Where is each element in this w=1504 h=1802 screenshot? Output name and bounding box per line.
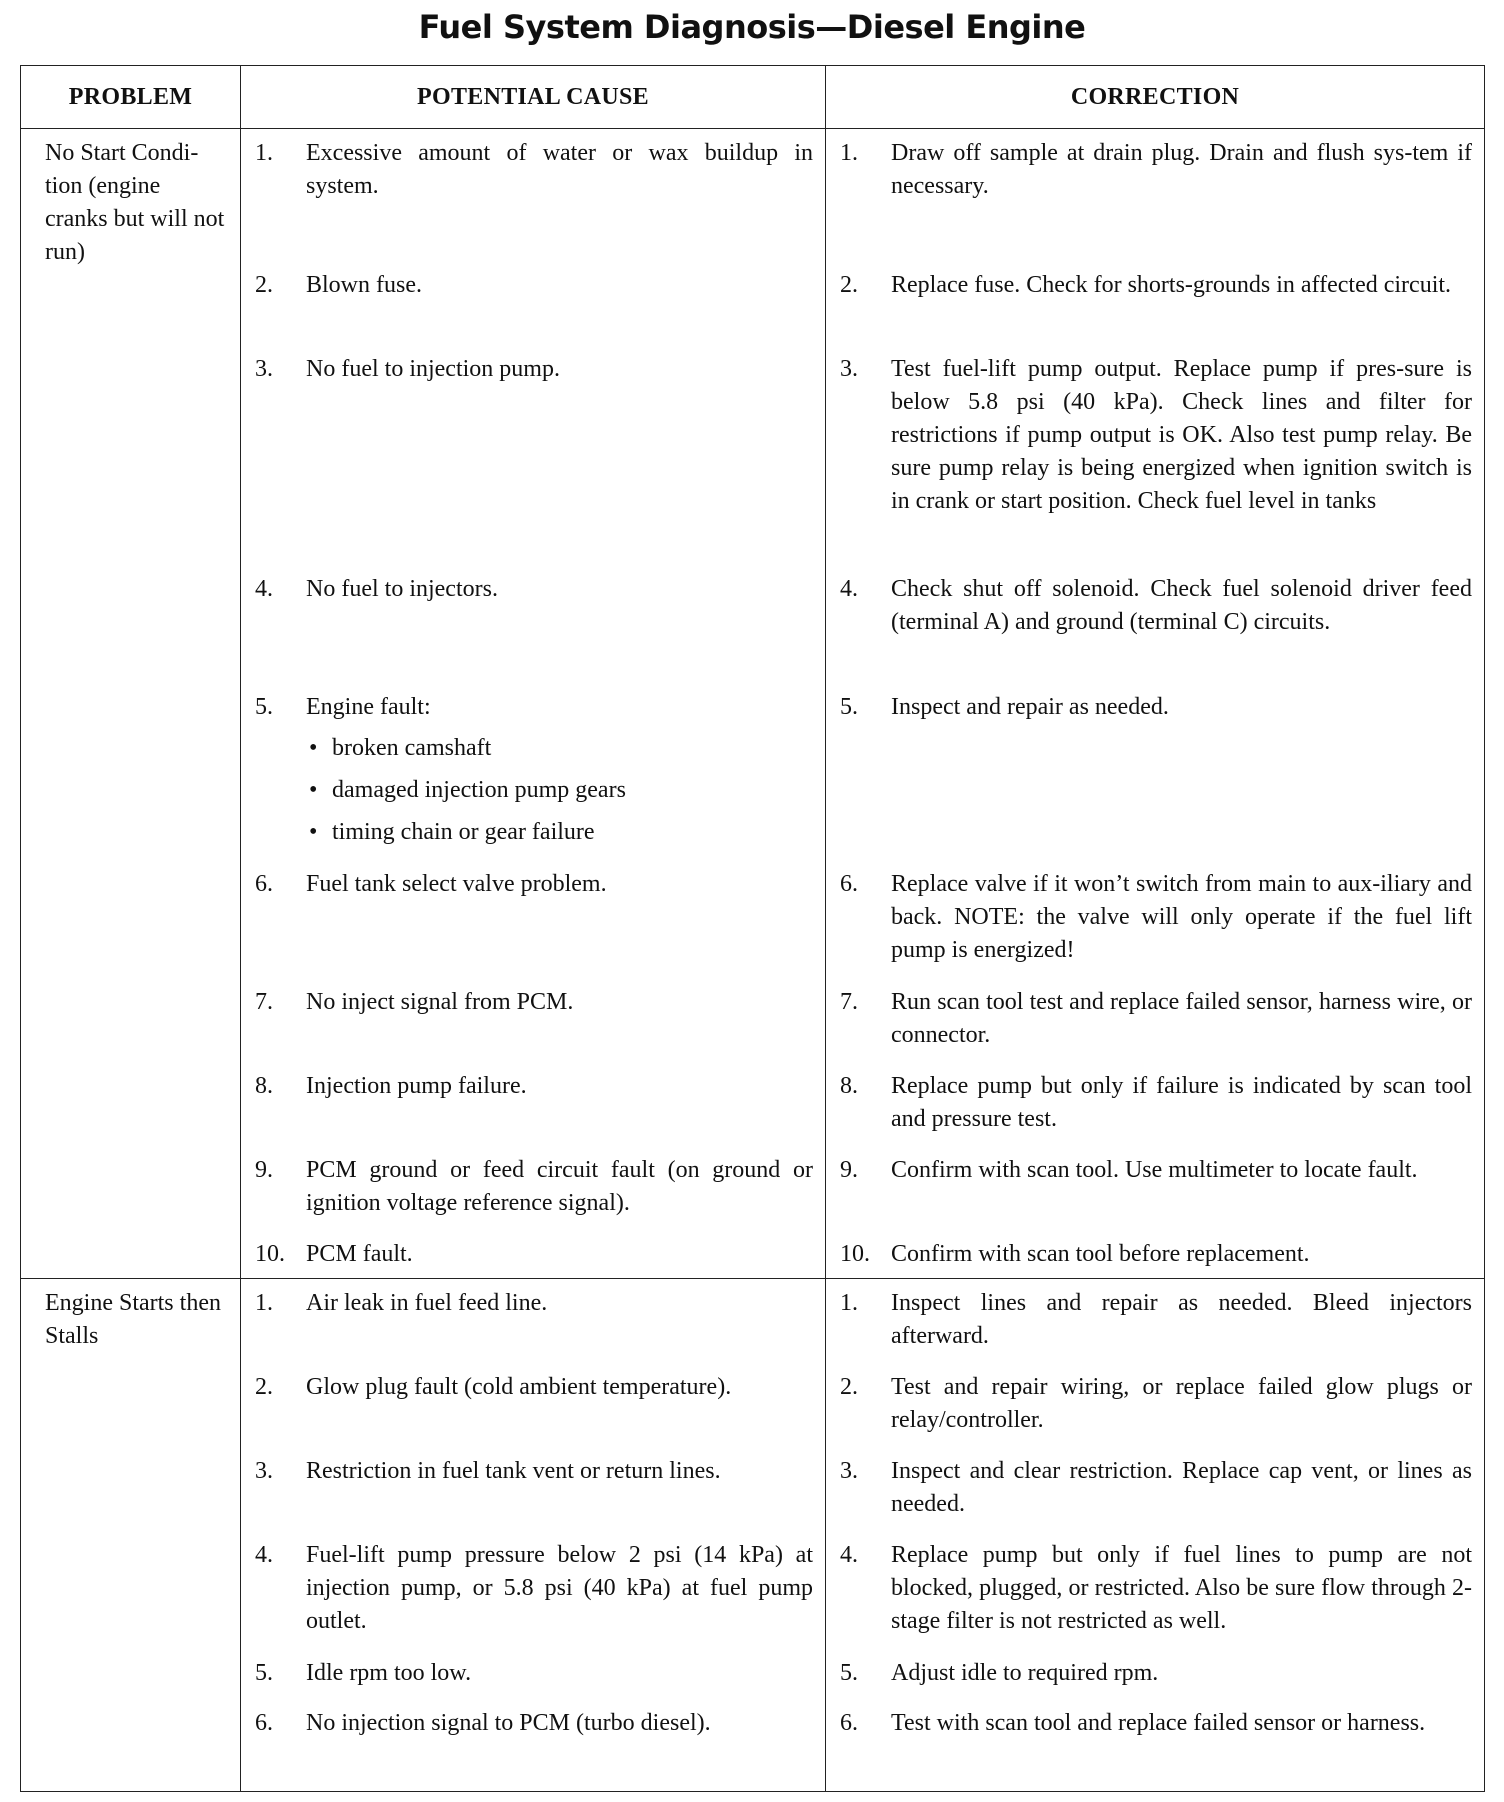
cause-item: 9. PCM ground or feed circuit fault (on ground or ignition voltage reference signal).: [255, 1157, 813, 1216]
cause-item: 1. Air leak in fuel feed line.: [255, 1290, 548, 1316]
correction-item: 2. Replace fuse. Check for shorts-grounds in affected circuit.: [840, 272, 1452, 298]
cause-item: 5. Idle rpm too low.: [255, 1660, 472, 1686]
cause-item: 3. Restriction in fuel tank vent or return lines.: [255, 1458, 721, 1484]
causes-cell: [241, 1279, 826, 1792]
cause-item: 5. Engine fault: • broken camshaft • damaged injection pump gears • timing chain or gear failure: [255, 691, 813, 868]
bullet-item: • damaged injection pump gears: [306, 774, 813, 807]
problem-text: Engine Starts then Stalls: [45, 1290, 221, 1349]
correction-item: 4. Replace pump but only if fuel lines to pump are not blocked, plugged, or restricted. Also be sure flow through 2-stage filter is not restricted as well.: [840, 1542, 1472, 1634]
cause-item: 1. Excessive amount of water or wax buildup in system.: [255, 140, 813, 199]
correction-item: 3. Test fuel-lift pump output. Replace pump if pres-sure is below 5.8 psi (40 kPa). Check lines and filter for restrictions if pump output is OK. Also test pump relay. Be sure pump relay is being energized when ignition switch is in crank or start position. Check fuel level in tanks: [840, 356, 1472, 514]
cause-item: 3. No fuel to injection pump.: [255, 356, 560, 382]
fault-bullet-list: [306, 732, 813, 849]
cause-item: 7. No inject signal from PCM.: [255, 989, 574, 1015]
corrections-cell: [826, 1279, 1485, 1792]
correction-header: CORRECTION: [826, 66, 1485, 129]
corrections-cell: [826, 129, 1485, 1279]
cause-item: 4. No fuel to injectors.: [255, 576, 498, 602]
correction-item: 6. Replace valve if it won’t switch from main to aux-iliary and back. NOTE: the valve will only operate if the fuel lift pump is energized!: [840, 871, 1472, 963]
cause-item: 6. Fuel tank select valve problem.: [255, 871, 607, 897]
cause-item: 8. Injection pump failure.: [255, 1073, 527, 1099]
causes-cell: [241, 129, 826, 1279]
correction-item: 4. Check shut off solenoid. Check fuel solenoid driver feed (terminal A) and ground (terminal C) circuits.: [840, 576, 1472, 635]
diagnosis-table: [20, 65, 1485, 1792]
correction-item: 5. Adjust idle to required rpm.: [840, 1660, 1159, 1686]
correction-item: 8. Replace pump but only if failure is indicated by scan tool and pressure test.: [840, 1073, 1472, 1132]
cause-item: 10. PCM fault.: [255, 1241, 413, 1267]
cause-item: 2. Blown fuse.: [255, 272, 422, 298]
correction-item: 3. Inspect and clear restriction. Replace cap vent, or lines as needed.: [840, 1458, 1472, 1517]
correction-item: 2. Test and repair wiring, or replace failed glow plugs or relay/controller.: [840, 1374, 1472, 1433]
problem-cell: [21, 129, 241, 1279]
problem-cell: [21, 1279, 241, 1792]
correction-item: 10. Confirm with scan tool before replacement.: [840, 1241, 1310, 1267]
correction-item: 7. Run scan tool test and replace failed sensor, harness wire, or connector.: [840, 989, 1472, 1048]
potential-cause-header: POTENTIAL CAUSE: [241, 66, 826, 129]
cause-item: 4. Fuel-lift pump pressure below 2 psi (14 kPa) at injection pump, or 5.8 psi (40 kPa) at fuel pump outlet.: [255, 1542, 813, 1634]
correction-item: 1. Draw off sample at drain plug. Drain and flush sys-tem if necessary.: [840, 140, 1472, 199]
correction-item: 9. Confirm with scan tool. Use multimeter to locate fault.: [840, 1157, 1418, 1183]
table-row-no-start: [21, 129, 1485, 1279]
cause-item: 6. No injection signal to PCM (turbo diesel).: [255, 1710, 711, 1736]
correction-item: 1. Inspect lines and repair as needed. Bleed injectors afterward.: [840, 1290, 1472, 1349]
page-title: Fuel System Diagnosis—Diesel Engine: [418, 8, 1086, 46]
correction-item: 5. Inspect and repair as needed.: [840, 694, 1169, 720]
table-header-row: [21, 66, 1485, 129]
table-row-starts-then-stalls: [21, 1279, 1485, 1792]
problem-header: PROBLEM: [21, 66, 241, 129]
problem-text: No Start Condi-tion (engine cranks but will not run): [45, 140, 225, 265]
bullet-item: • broken camshaft: [306, 732, 813, 765]
cause-item: 2. Glow plug fault (cold ambient temperature).: [255, 1374, 732, 1400]
bullet-item: • timing chain or gear failure: [306, 816, 813, 849]
correction-item: 6. Test with scan tool and replace failed sensor or harness.: [840, 1710, 1426, 1736]
